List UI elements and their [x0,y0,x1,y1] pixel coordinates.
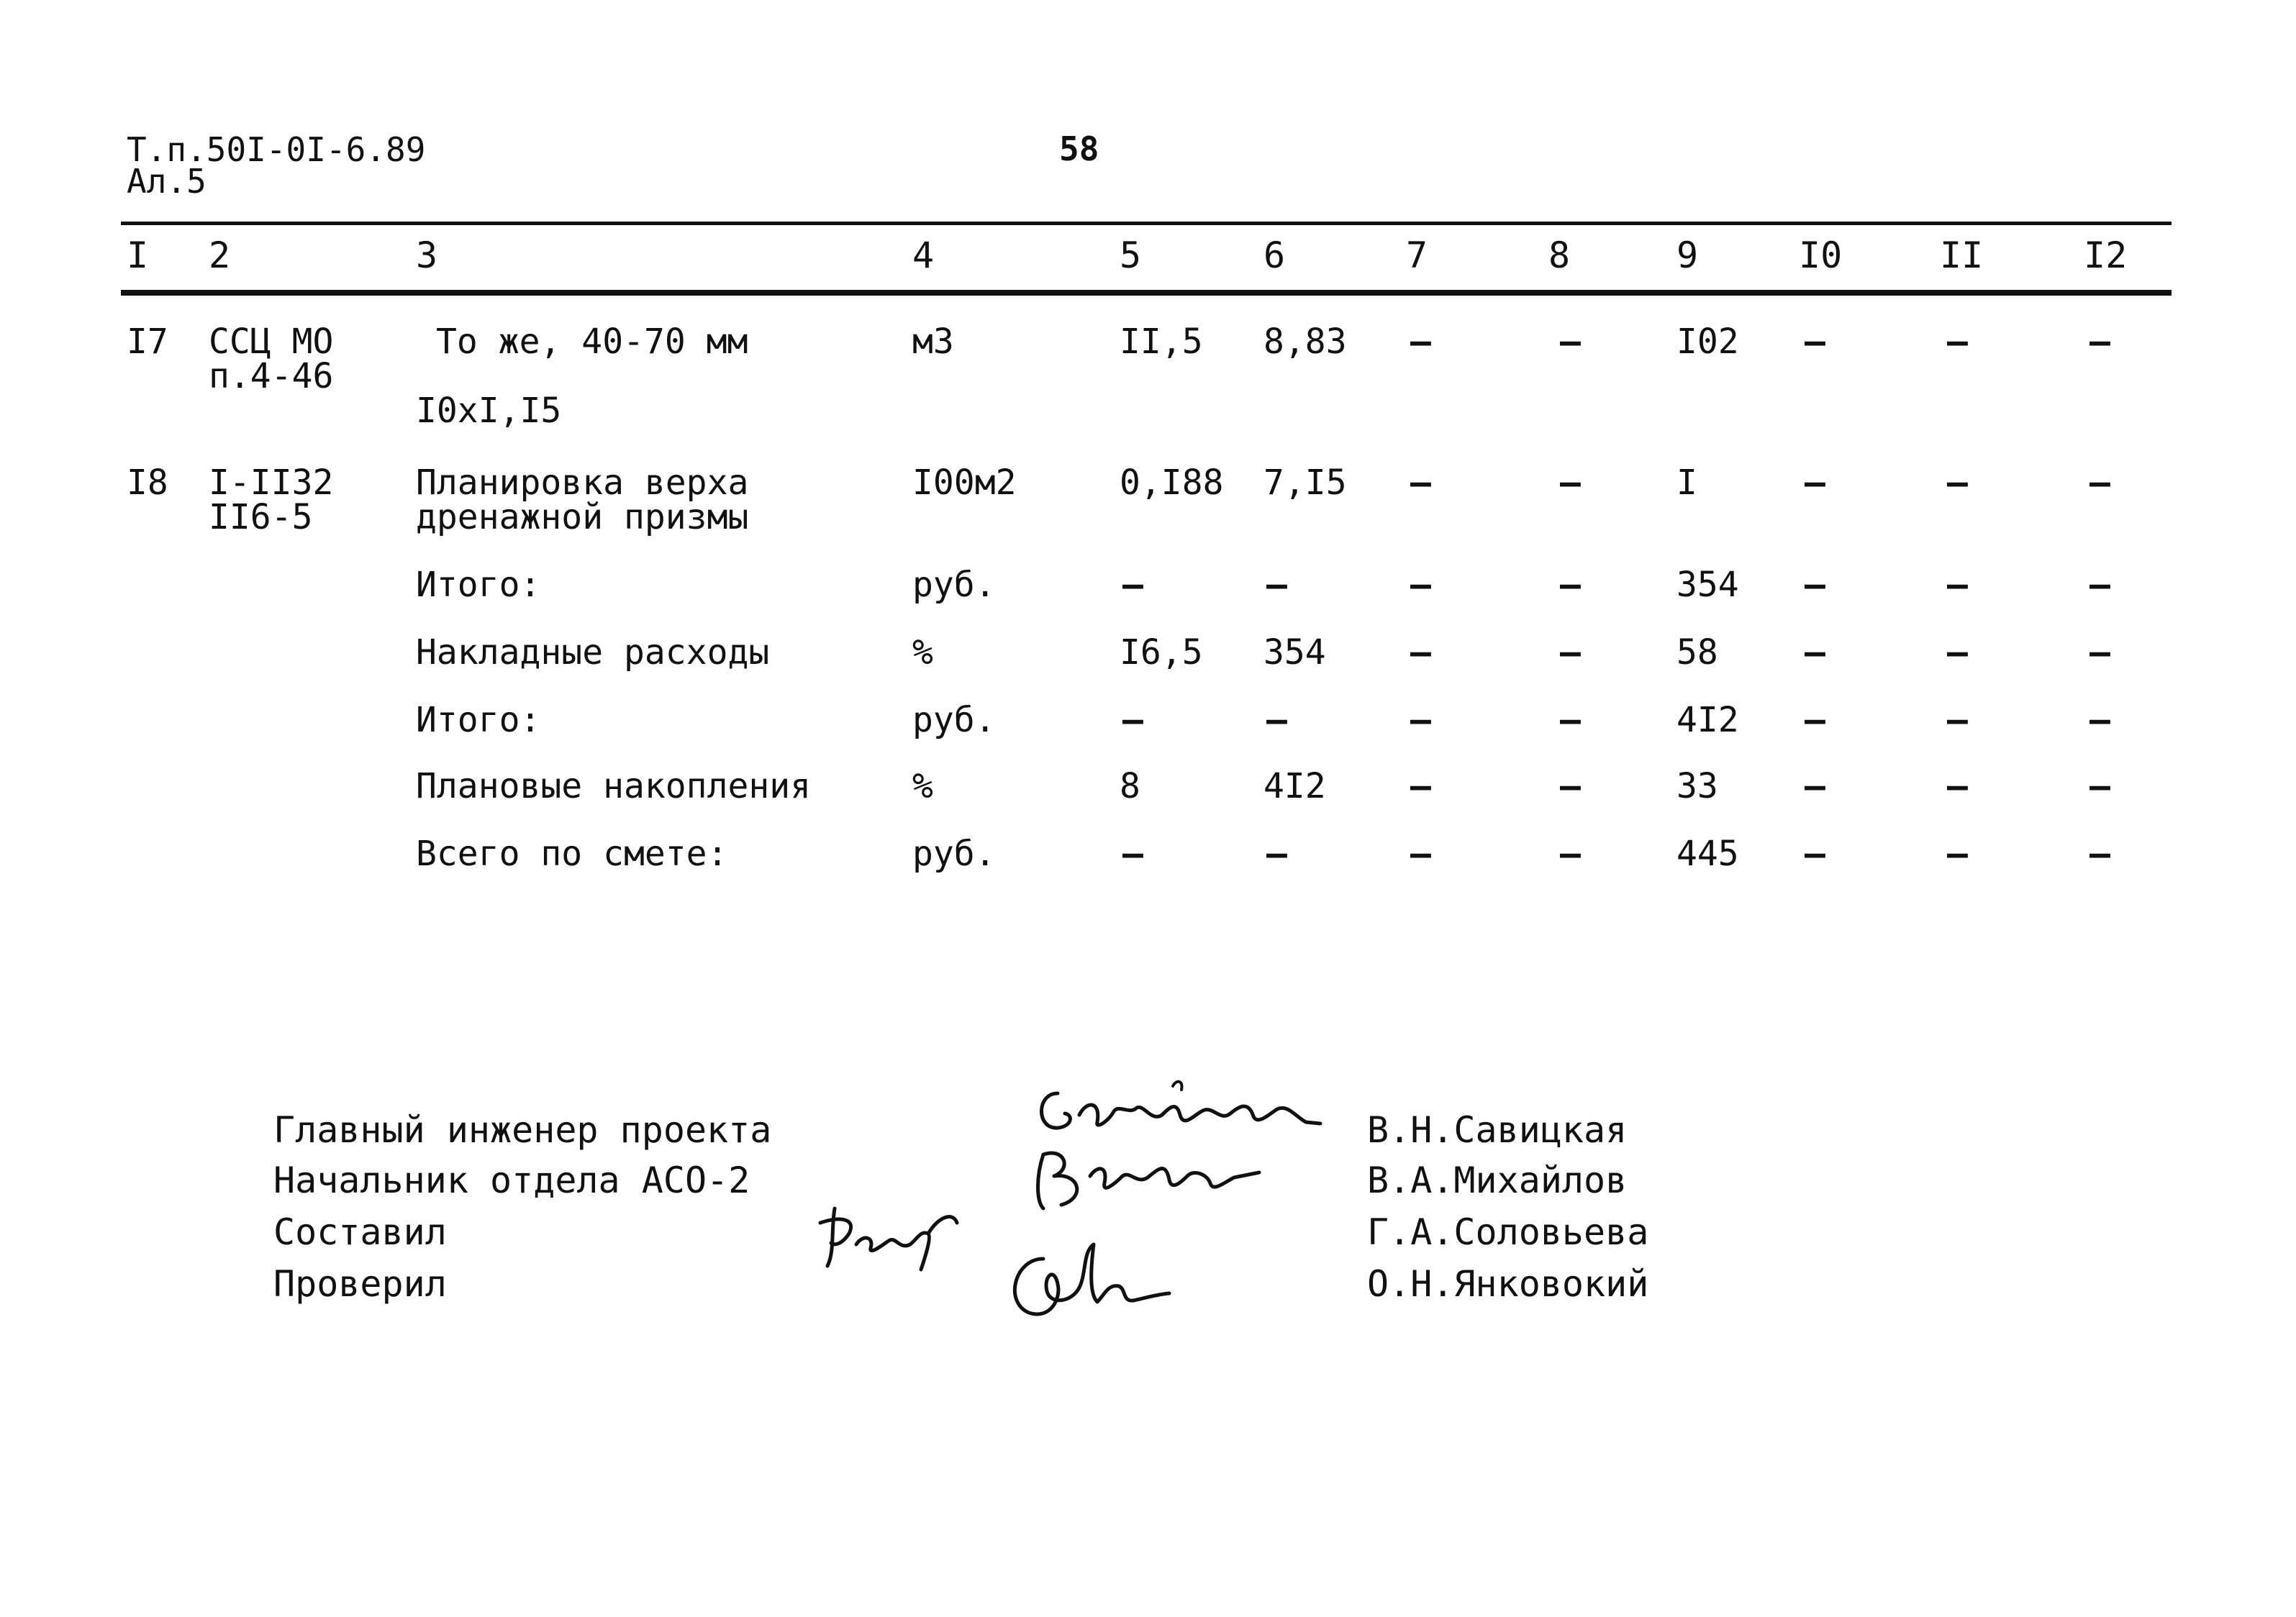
row-unit: % [912,632,933,673]
row-col9: 4I2 [1676,700,1739,740]
col-number-4: 4 [912,234,935,276]
row-code-line: ССЦ МО [209,322,334,362]
row-unit: руб. [912,834,996,874]
row-code-line: II6-5 [209,497,313,537]
row-col5: 0,I88 [1120,463,1224,503]
row-formula: I0xI,I5 [416,391,562,431]
row-col8: – [1560,632,1581,673]
row-col9: 354 [1676,565,1739,605]
album-number: Ал.5 [127,162,207,201]
row-col8: – [1560,463,1581,503]
row-col9: 58 [1676,632,1718,673]
row-col12: – [2089,322,2110,362]
page-number: 58 [1059,129,1099,168]
signature-name: В.А.Михайлов [1367,1160,1628,1201]
row-col11: – [1947,565,1968,605]
col-number-9: 9 [1676,234,1699,276]
row-name: Плановые накопления [416,766,812,806]
row-col7: – [1410,322,1431,362]
col-number-7: 7 [1406,234,1428,276]
row-code-line: I-II32 [209,463,334,503]
row-col5: – [1122,834,1143,874]
signature-name: О.Н.Янковокий [1367,1263,1649,1305]
row-unit: м3 [912,322,954,362]
row-col9: I [1676,463,1697,503]
row-col5: 8 [1120,766,1140,806]
col-number-6: 6 [1263,234,1286,276]
row-col10: – [1805,766,1825,806]
document-code: Т.п.50I-0I-6.89 [127,130,426,169]
row-col6: 4I2 [1263,766,1326,806]
handwritten-signature-compiler [813,1194,979,1280]
row-col8: – [1560,322,1581,362]
table-header-rule [121,290,2172,296]
row-col10: – [1805,700,1825,740]
row-col5: – [1122,565,1143,605]
row-name: Всего по смете: [416,834,728,874]
row-col8: – [1560,834,1581,874]
row-col10: – [1805,322,1825,362]
row-col12: – [2089,463,2110,503]
col-number-12: I2 [2084,234,2128,276]
row-col9: I02 [1676,322,1739,362]
row-name: То же, 40-70 мм [436,322,748,362]
row-col11: – [1947,632,1968,673]
row-col9: 33 [1676,766,1718,806]
col-number-10: I0 [1799,234,1843,276]
row-col5: I6,5 [1120,632,1203,673]
row-col7: – [1410,700,1431,740]
row-col10: – [1805,834,1825,874]
handwritten-signature-checker [993,1230,1180,1331]
col-number-5: 5 [1120,234,1142,276]
row-name: дренажной призмы [416,497,749,537]
signature-role: Проверил [273,1263,447,1305]
row-col8: – [1560,565,1581,605]
signature-name: Г.А.Соловьева [1367,1211,1649,1253]
row-col5: II,5 [1120,322,1203,362]
row-col12: – [2089,632,2110,673]
row-col10: – [1805,632,1825,673]
row-unit: руб. [912,565,996,605]
row-col7: – [1410,766,1431,806]
row-col5: – [1122,700,1143,740]
row-col6: 354 [1263,632,1326,673]
row-col11: – [1947,766,1968,806]
row-unit: % [912,766,933,806]
row-col7: – [1410,565,1431,605]
row-col6: – [1266,834,1287,874]
handwritten-signature-chief-engineer [1029,1072,1331,1144]
row-name: Планировка верха [416,463,749,503]
row-col10: – [1805,565,1825,605]
row-col7: – [1410,463,1431,503]
row-col11: – [1947,322,1968,362]
row-col9: 445 [1676,834,1739,874]
row-col6: – [1266,565,1287,605]
signature-name: В.Н.Савицкая [1367,1109,1628,1151]
row-col8: – [1560,766,1581,806]
table-top-rule [121,222,2172,225]
row-unit: I00м2 [912,463,1017,503]
row-col6: 8,83 [1263,322,1347,362]
row-col6: – [1266,700,1287,740]
row-name: Накладные расходы [416,632,770,673]
row-col12: – [2089,834,2110,874]
row-col6: 7,I5 [1263,463,1347,503]
row-col12: – [2089,565,2110,605]
signature-role: Главный инженер проекта [273,1109,772,1151]
row-col10: – [1805,463,1825,503]
row-number: I8 [127,463,168,503]
col-number-1: I [127,234,149,276]
signature-role: Начальник отдела АСО-2 [273,1160,750,1201]
row-col11: – [1947,700,1968,740]
row-number: I7 [127,322,168,362]
signature-role: Составил [273,1211,447,1253]
row-col11: – [1947,463,1968,503]
row-col12: – [2089,700,2110,740]
col-number-2: 2 [209,234,231,276]
row-unit: руб. [912,700,996,740]
row-code-line: п.4-46 [209,356,334,396]
col-number-3: 3 [416,234,438,276]
row-col8: – [1560,700,1581,740]
row-col12: – [2089,766,2110,806]
row-col7: – [1410,834,1431,874]
handwritten-signature-department-head [1022,1140,1295,1219]
row-name: Итого: [416,565,541,605]
row-col7: – [1410,632,1431,673]
col-number-11: II [1940,234,1984,276]
col-number-8: 8 [1548,234,1571,276]
row-name: Итого: [416,700,541,740]
row-col11: – [1947,834,1968,874]
